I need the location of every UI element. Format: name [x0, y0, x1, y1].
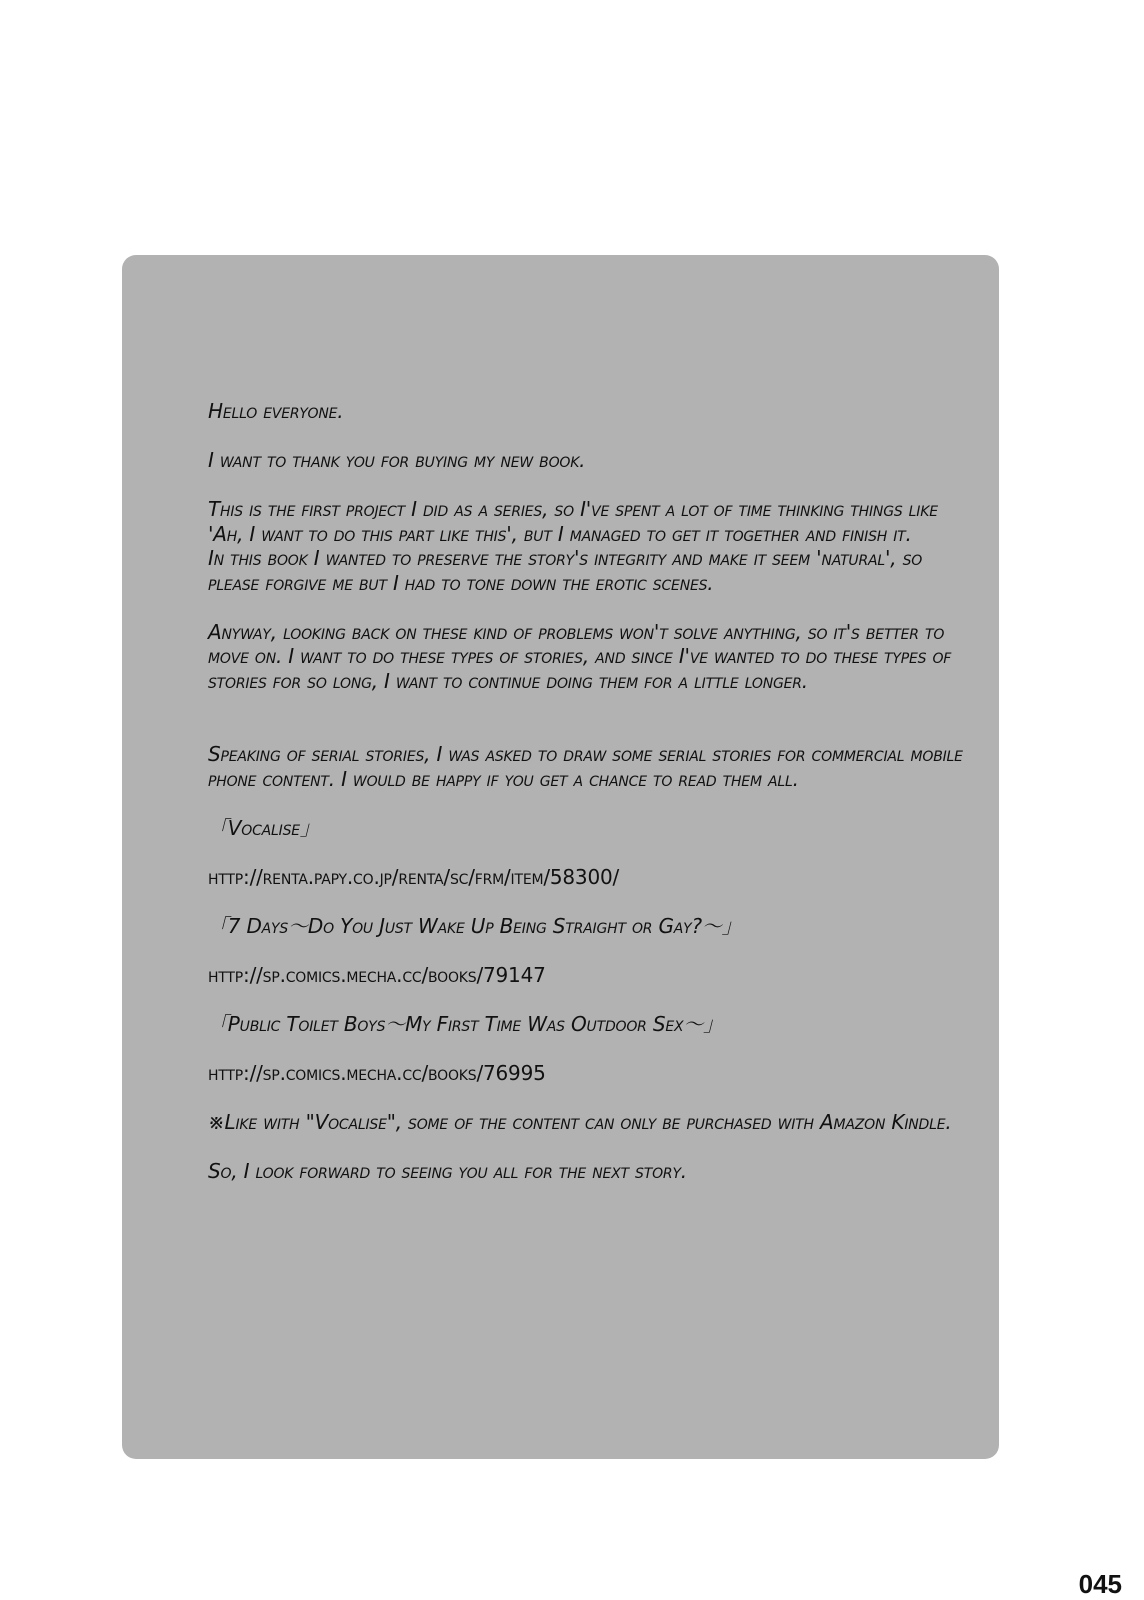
- work-title-vocalise: 「Vocalise」: [208, 815, 320, 840]
- work-url-public-toilet-boys[interactable]: http://sp.comics.mecha.cc/books/76995: [208, 1060, 546, 1085]
- page-number: 045: [1078, 1569, 1122, 1599]
- afterword-text: [208, 399, 968, 1208]
- work-title-7-days: 「7 Days～Do You Just Wake Up Being Straight or Gay?～」: [208, 913, 742, 938]
- paragraph-move-on: Anyway, looking back on these kind of problems won't solve anything, so it's better to move on. I want to do these types of stories, and since I've wanted to do these types of stories for so long, I want to continue doing them for a little longer.: [208, 619, 952, 693]
- paragraph-serial-stories: Speaking of serial stories, I was asked to draw some serial stories for commercial mobile phone content. I would be happy if you get a chance to read them all.: [208, 742, 963, 791]
- work-url-7-days[interactable]: http://sp.comics.mecha.cc/books/79147: [208, 962, 546, 987]
- thanks-line: I want to thank you for buying my new book.: [208, 448, 586, 472]
- closing-line: So, I look forward to seeing you all for the next story.: [208, 1158, 687, 1183]
- work-title-public-toilet-boys: 「Public Toilet Boys～My First Time Was Outdoor Sex～」: [208, 1011, 723, 1036]
- greeting: Hello everyone.: [208, 399, 344, 423]
- kindle-note: ※Like with "Vocalise", some of the content can only be purchased with Amazon Kindle.: [208, 1109, 952, 1134]
- work-url-vocalise[interactable]: http://renta.papy.co.jp/renta/sc/frm/item/58300/: [208, 864, 620, 889]
- paragraph-series: This is the first project I did as a series, so I've spent a lot of time thinking things like 'Ah, I want to do this part like this', but I managed to get it together and finish it. In this book I wanted to preserve the story's integrity and make it seem 'natural', so please forgive me but I had to tone down the erotic scenes.: [208, 497, 938, 595]
